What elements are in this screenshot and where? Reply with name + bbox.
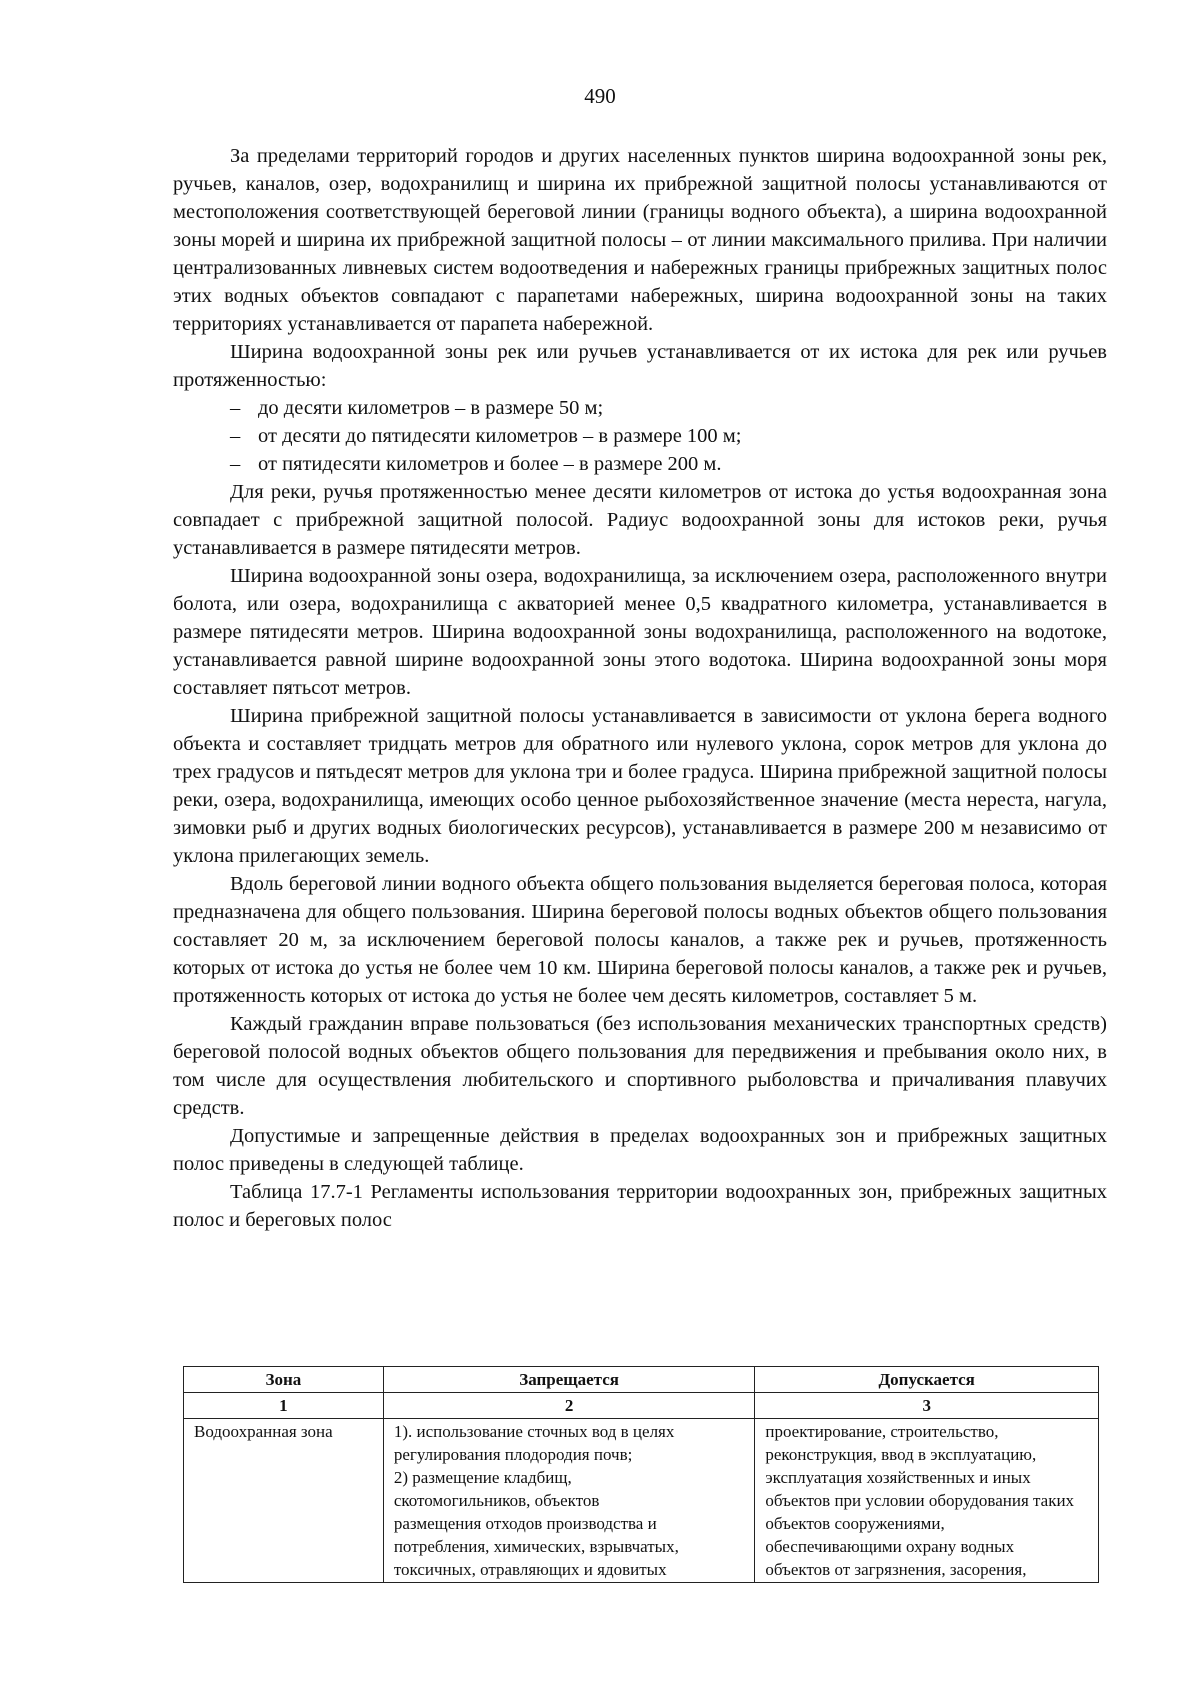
dash-icon: –	[230, 425, 241, 447]
list-item: – от десяти до пятидесяти километров – в размере 100 м;	[173, 422, 1107, 450]
prohibited-cell: 1). использование сточных вод в целях регулирования плодородия почв; 2) размещение кладбищ, скотомогильников, объектов размещения отходов производства и потребления, химических, взрывчатых, токсичных, отравляющих и ядовитых	[383, 1419, 755, 1583]
paragraph: За пределами территорий городов и других населенных пунктов ширина водоохранной зоны рек, ручьев, каналов, озер, водохранилищ и ширина их прибрежной защитной полосы устанавливаются от местоположения соответствующей береговой линии (границы водного объекта), а ширина водоохранной зоны морей и ширина их прибрежной защитной полосы – от линии максимального прилива. При наличии централизованных ливневых систем водоотведения и набережных границы прибрежных защитных полос этих водных объектов совпадают с парапетами набережных, ширина водоохранной зоны на таких территориях устанавливается от парапета набережной.	[173, 145, 1107, 335]
bullet-list	[173, 394, 1107, 478]
paragraph: Допустимые и запрещенные действия в пределах водоохранных зон и прибрежных защитных полос приведены в следующей таблице.	[173, 1125, 1107, 1175]
document-body	[173, 142, 1107, 1234]
paragraph: Каждый гражданин вправе пользоваться (без использования механических транспортных средств) береговой полосой водных объектов общего пользования для передвижения и пребывания около них, в том числе для осуществления любительского и спортивного рыболовства и причаливания плавучих средств.	[173, 1013, 1107, 1119]
table-header-row	[184, 1367, 1099, 1393]
column-number: 1	[184, 1393, 384, 1419]
paragraph: Ширина водоохранной зоны рек или ручьев устанавливается от их истока для рек или ручьев протяженностью:	[173, 341, 1107, 391]
paragraph: Ширина водоохранной зоны озера, водохранилища, за исключением озера, расположенного внутри болота, или озера, водохранилища с акваторией менее 0,5 квадратного километра, устанавливается в размере пятидесяти метров. Ширина водоохранной зоны водохранилища, расположенного на водотоке, устанавливается равной ширине водоохранной зоны этого водотока. Ширина водоохранной зоны моря составляет пятьсот метров.	[173, 565, 1107, 699]
page-number: 490	[584, 84, 616, 108]
paragraph: Ширина прибрежной защитной полосы устанавливается в зависимости от уклона берега водного объекта и составляет тридцать метров для обратного или нулевого уклона, сорок метров для уклона до трех градусов и пятьдесят метров для уклона три и более градуса. Ширина прибрежной защитной полосы реки, озера, водохранилища, имеющих особо ценное рыбохозяйственное значение (места нереста, нагула, зимовки рыб и других водных биологических ресурсов), устанавливается в размере 200 м независимо от уклона прилегающих земель.	[173, 705, 1107, 867]
list-item: – до десяти километров – в размере 50 м;	[173, 394, 1107, 422]
allowed-cell: проектирование, строительство, реконструкция, ввод в эксплуатацию, эксплуатация хозяйственных и иных объектов при условии оборудования таких объектов сооружениями, обеспечивающими охрану водных объектов от загрязнения, засорения,	[755, 1419, 1099, 1583]
column-number: 3	[755, 1393, 1099, 1419]
dash-icon: –	[230, 397, 241, 419]
regulations-table	[183, 1366, 1099, 1583]
column-header-allowed: Допускается	[755, 1367, 1099, 1393]
column-number: 2	[383, 1393, 755, 1419]
column-header-prohibited: Запрещается	[383, 1367, 755, 1393]
table-row	[184, 1419, 1099, 1583]
zone-cell: Водоохранная зона	[184, 1419, 384, 1583]
column-header-zone: Зона	[184, 1367, 384, 1393]
paragraph: Для реки, ручья протяженностью менее десяти километров от истока до устья водоохранная зона совпадает с прибрежной защитной полосой. Радиус водоохранной зоны для истоков реки, ручья устанавливается в размере пятидесяти метров.	[173, 481, 1107, 559]
table-caption: Таблица 17.7-1 Регламенты использования территории водоохранных зон, прибрежных защитных полос и береговых полос	[173, 1181, 1107, 1231]
column-number-row	[184, 1393, 1099, 1419]
list-item: – от пятидесяти километров и более – в размере 200 м.	[173, 450, 1107, 478]
paragraph: Вдоль береговой линии водного объекта общего пользования выделяется береговая полоса, которая предназначена для общего пользования. Ширина береговой полосы водных объектов общего пользования составляет 20 м, за исключением береговой полосы каналов, а также рек и ручьев, протяженность которых от истока до устья не более чем 10 км. Ширина береговой полосы каналов, а также рек и ручьев, протяженность которых от истока до устья не более чем десять километров, составляет 5 м.	[173, 873, 1107, 1007]
dash-icon: –	[230, 453, 241, 475]
